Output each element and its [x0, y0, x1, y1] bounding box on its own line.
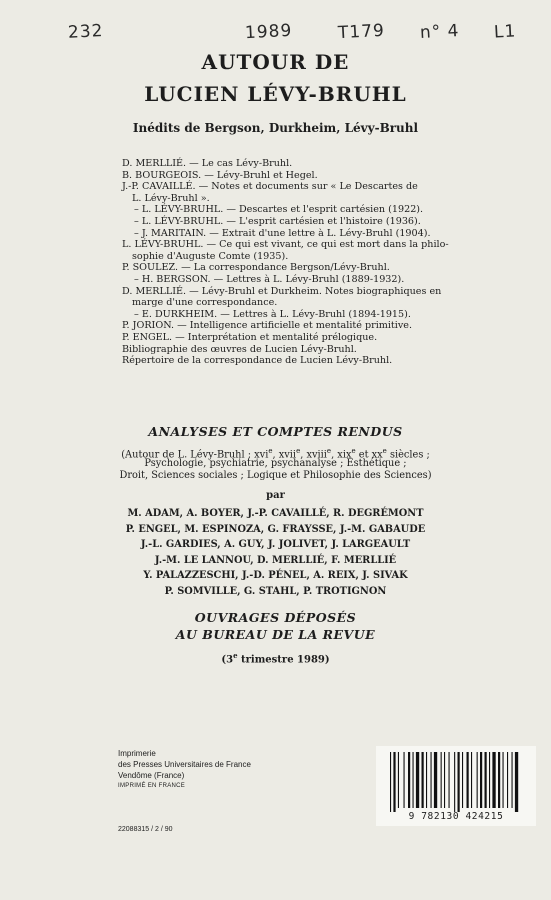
barcode-bar: [489, 752, 490, 808]
barcode-bar: [471, 752, 472, 808]
barcode-bar: [515, 752, 518, 812]
barcode-bar: [480, 752, 482, 808]
par-label: par: [266, 490, 285, 501]
toc-line: sophie d'Auguste Comte (1935).: [132, 250, 289, 262]
toc-line: P. JORION. — Intelligence artificielle et mentalité primitive.: [122, 320, 412, 332]
toc-line: – L. LÉVY-BRUHL. — Descartes et l'esprit cartésien (1922).: [134, 204, 424, 216]
toc-line: – L. LÉVY-BRUHL. — L'esprit cartésien et l'histoire (1936).: [134, 215, 421, 227]
handwritten-ref: 232: [67, 21, 104, 43]
barcode-number: 9 782130 424215: [408, 811, 504, 822]
barcode-bar: [434, 752, 437, 808]
imprint-block: [118, 748, 251, 792]
trimestre-sup: e: [233, 651, 238, 660]
barcode-bar: [512, 752, 513, 808]
toc-line: P. ENGEL. — Interprétation et mentalité prélogique.: [122, 331, 378, 343]
barcode-bar: [390, 752, 391, 812]
toc-line: P. SOULEZ. — La correspondance Bergson/Lévy-Bruhl.: [122, 262, 390, 274]
analyses-paren-line: Psychologie, psychiatrie, psychanalyse ; Esthétique ;: [144, 458, 407, 469]
toc-line: J.-P. CAVAILLÉ. — Notes et documents sur « Le Descartes de: [122, 181, 418, 193]
barcode-bar: [413, 752, 414, 808]
reviewer-line: Y. PALAZZESCHI, J.-D. PÉNEL, A. REIX, J. SIVAK: [143, 570, 408, 582]
barcode-bar: [408, 752, 410, 808]
toc-line: L. Lévy-Bruhl ».: [132, 192, 210, 204]
table-of-contents: [122, 158, 522, 367]
toc-line: – J. MARITAIN. — Extrait d'une lettre à L. Lévy-Bruhl (1904).: [134, 227, 431, 239]
ouvrages-heading-2: AU BUREAU DE LA REVUE: [175, 627, 376, 642]
trimestre-post: trimestre 1989): [237, 654, 330, 666]
toc-line: – E. DURKHEIM. — Lettres à L. Lévy-Bruhl (1894-1915).: [134, 308, 411, 320]
analyses-heading: ANALYSES ET COMPTES RENDUS: [148, 424, 403, 439]
barcode-bar: [462, 752, 463, 808]
barcode-bar: [422, 752, 424, 808]
toc-line: Répertoire de la correspondance de Lucien Lévy-Bruhl.: [122, 355, 393, 367]
barcode-bar: [441, 752, 442, 808]
ouvrages-heading-1: OUVRAGES DÉPOSÉS: [194, 610, 357, 625]
barcode-bar: [467, 752, 469, 808]
barcode-bar: [398, 752, 399, 808]
toc-line: – H. BERGSON. — Lettres à L. Lévy-Bruhl (1889-1932).: [134, 273, 405, 285]
barcode-bar: [449, 752, 450, 808]
barcode-bar: [498, 752, 500, 808]
title-line-1: AUTOUR DE: [201, 50, 350, 74]
toc-line: L. LÉVY-BRUHL. — Ce qui est vivant, ce qui est mort dans la philo-: [122, 239, 449, 251]
imprint-line: IMPRIMÉ EN FRANCE: [118, 783, 186, 789]
toc-line: D. MERLLIÉ. — Le cas Lévy-Bruhl.: [122, 158, 293, 169]
imprint-line: Imprimerie: [118, 749, 156, 758]
title-line-2: LUCIEN LÉVY-BRUHL: [144, 82, 407, 106]
barcode-bar: [454, 752, 455, 812]
reviewer-line: P. ENGEL, M. ESPINOZA, G. FRAYSSE, J.-M. GABAUDE: [125, 523, 426, 535]
trimestre-note: [0, 651, 551, 665]
reviewer-line: J.-L. GARDIES, A. GUY, J. JOLIVET, J. LARGEAULT: [140, 539, 411, 551]
barcode-bar: [431, 752, 432, 808]
analyses-paren-line: Droit, Sciences sociales ; Logique et Philosophie des Sciences): [119, 470, 432, 481]
trimestre-pre: (3: [221, 654, 234, 666]
handwritten-number: n° 4: [419, 20, 460, 44]
analyses-paren-line: (Autour de L. Lévy-Bruhl ; xvi$^e$, xvii$^e$, xviii$^e$, xix$^e$ et $xx^e$ siècles ;: [121, 447, 430, 461]
print-code: 22088315 / 2 / 90: [118, 826, 173, 833]
barcode-bar: [507, 752, 508, 808]
toc-line: D. MERLLIÉ. — Lévy-Bruhl et Durkheim. Notes biographiques en: [122, 285, 442, 297]
imprint-line: des Presses Universitaires de France: [118, 760, 251, 769]
barcode-bar: [503, 752, 504, 808]
handwritten-year: 1989: [244, 20, 293, 44]
barcode-bar: [485, 752, 487, 808]
reviewer-names: [0, 506, 551, 600]
reviewer-line: M. ADAM, A. BOYER, J.-P. CAVAILLÉ, R. DEGRÉMONT: [127, 508, 424, 519]
barcode-bar: [444, 752, 445, 808]
barcode-bar: [426, 752, 427, 808]
barcode-bar: [492, 752, 495, 808]
reviewer-line: P. SOMVILLE, G. STAHL, P. TROTIGNON: [164, 585, 387, 597]
handwritten-code: T179: [337, 20, 386, 44]
toc-line: B. BOURGEOIS. — Lévy-Bruhl et Hegel.: [122, 169, 318, 181]
toc-line: marge d'une correspondance.: [132, 297, 278, 309]
barcode: [376, 746, 536, 812]
reviewer-line: J.-M. LE LANNOU, D. MERLLIÉ, F. MERLLIÉ: [154, 554, 397, 566]
barcode-bar: [458, 752, 460, 812]
barcode-bar: [404, 752, 405, 808]
barcode-bar: [416, 752, 419, 808]
handwritten-l: L1: [493, 21, 517, 43]
toc-line: Bibliographie des œuvres de Lucien Lévy-Bruhl.: [122, 343, 357, 355]
barcode-bar: [393, 752, 395, 812]
barcode-bar: [477, 752, 478, 808]
subtitle: Inédits de Bergson, Durkheim, Lévy-Bruhl: [132, 121, 419, 135]
imprint-line: Vendôme (France): [118, 771, 185, 780]
